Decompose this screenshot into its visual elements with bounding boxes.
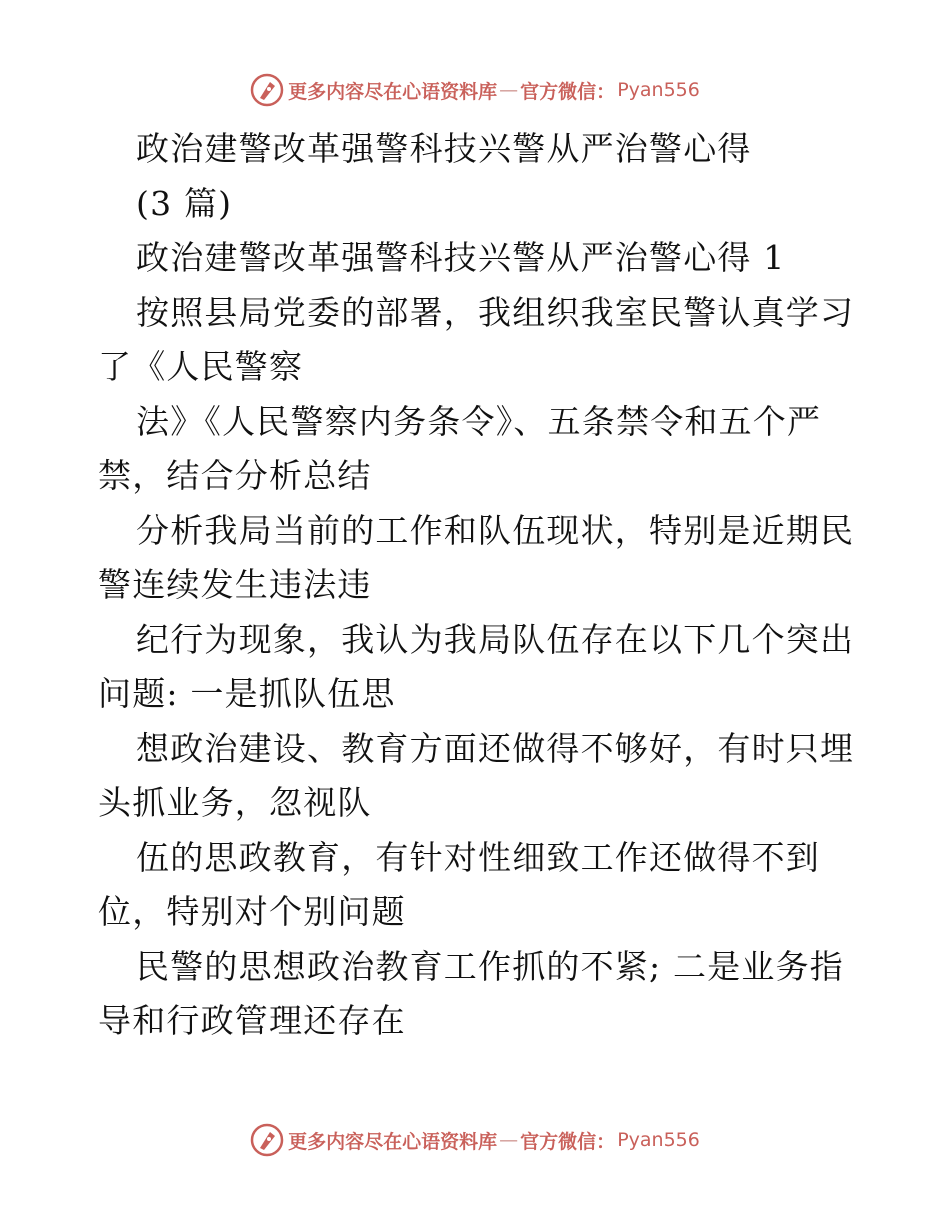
text-line: 伍的思政教育，有针对性细致工作还做得不到 <box>136 837 820 877</box>
watermark-wechat-id: Pyan556 <box>617 79 700 101</box>
document-title-count: (3 篇) <box>136 183 233 223</box>
watermark-separator: — <box>499 1129 519 1151</box>
watermark-contact-label: 官方微信： <box>520 80 616 103</box>
document-title: 政治建警改革强警科技兴警从严治警心得 <box>136 129 752 168</box>
header-watermark <box>0 72 950 108</box>
watermark-slogan: 更多内容尽在心语资料库 <box>288 1130 498 1153</box>
footer-watermark <box>0 1122 950 1158</box>
text-line: 民警的思想政治教育工作抓的不紧; 二是业务指 <box>136 946 845 986</box>
pen-nib-circle-icon <box>250 1123 284 1157</box>
section-heading: 政治建警改革强警科技兴警从严治警心得 1 <box>136 238 786 277</box>
watermark-contact-label: 官方微信： <box>520 1130 616 1153</box>
watermark-separator: — <box>499 79 519 101</box>
document-body <box>98 122 858 1049</box>
text-line: 禁，结合分析总结 <box>98 456 372 495</box>
watermark-slogan: 更多内容尽在心语资料库 <box>288 80 498 103</box>
text-line: 想政治建设、教育方面还做得不够好，有时只埋 <box>136 728 855 768</box>
text-line: 了《人民警察 <box>98 347 304 386</box>
text-line: 头抓业务，忽视队 <box>98 783 372 822</box>
text-line: 问题: 一是抓队伍思 <box>98 674 396 713</box>
text-line: 警连续发生违法违 <box>98 565 372 604</box>
text-line: 位，特别对个别问题 <box>98 892 406 931</box>
text-line: 法》《人民警察内务条令》、五条禁令和五个严 <box>136 401 822 441</box>
text-line: 按照县局党委的部署，我组织我室民警认真学习 <box>136 292 855 332</box>
text-line: 纪行为现象，我认为我局队伍存在以下几个突出 <box>136 619 855 659</box>
watermark-wechat-id: Pyan556 <box>617 1129 700 1151</box>
text-line: 分析我局当前的工作和队伍现状，特别是近期民 <box>136 510 855 550</box>
pen-nib-circle-icon <box>250 73 284 107</box>
text-line: 导和行政管理还存在 <box>98 1001 406 1040</box>
